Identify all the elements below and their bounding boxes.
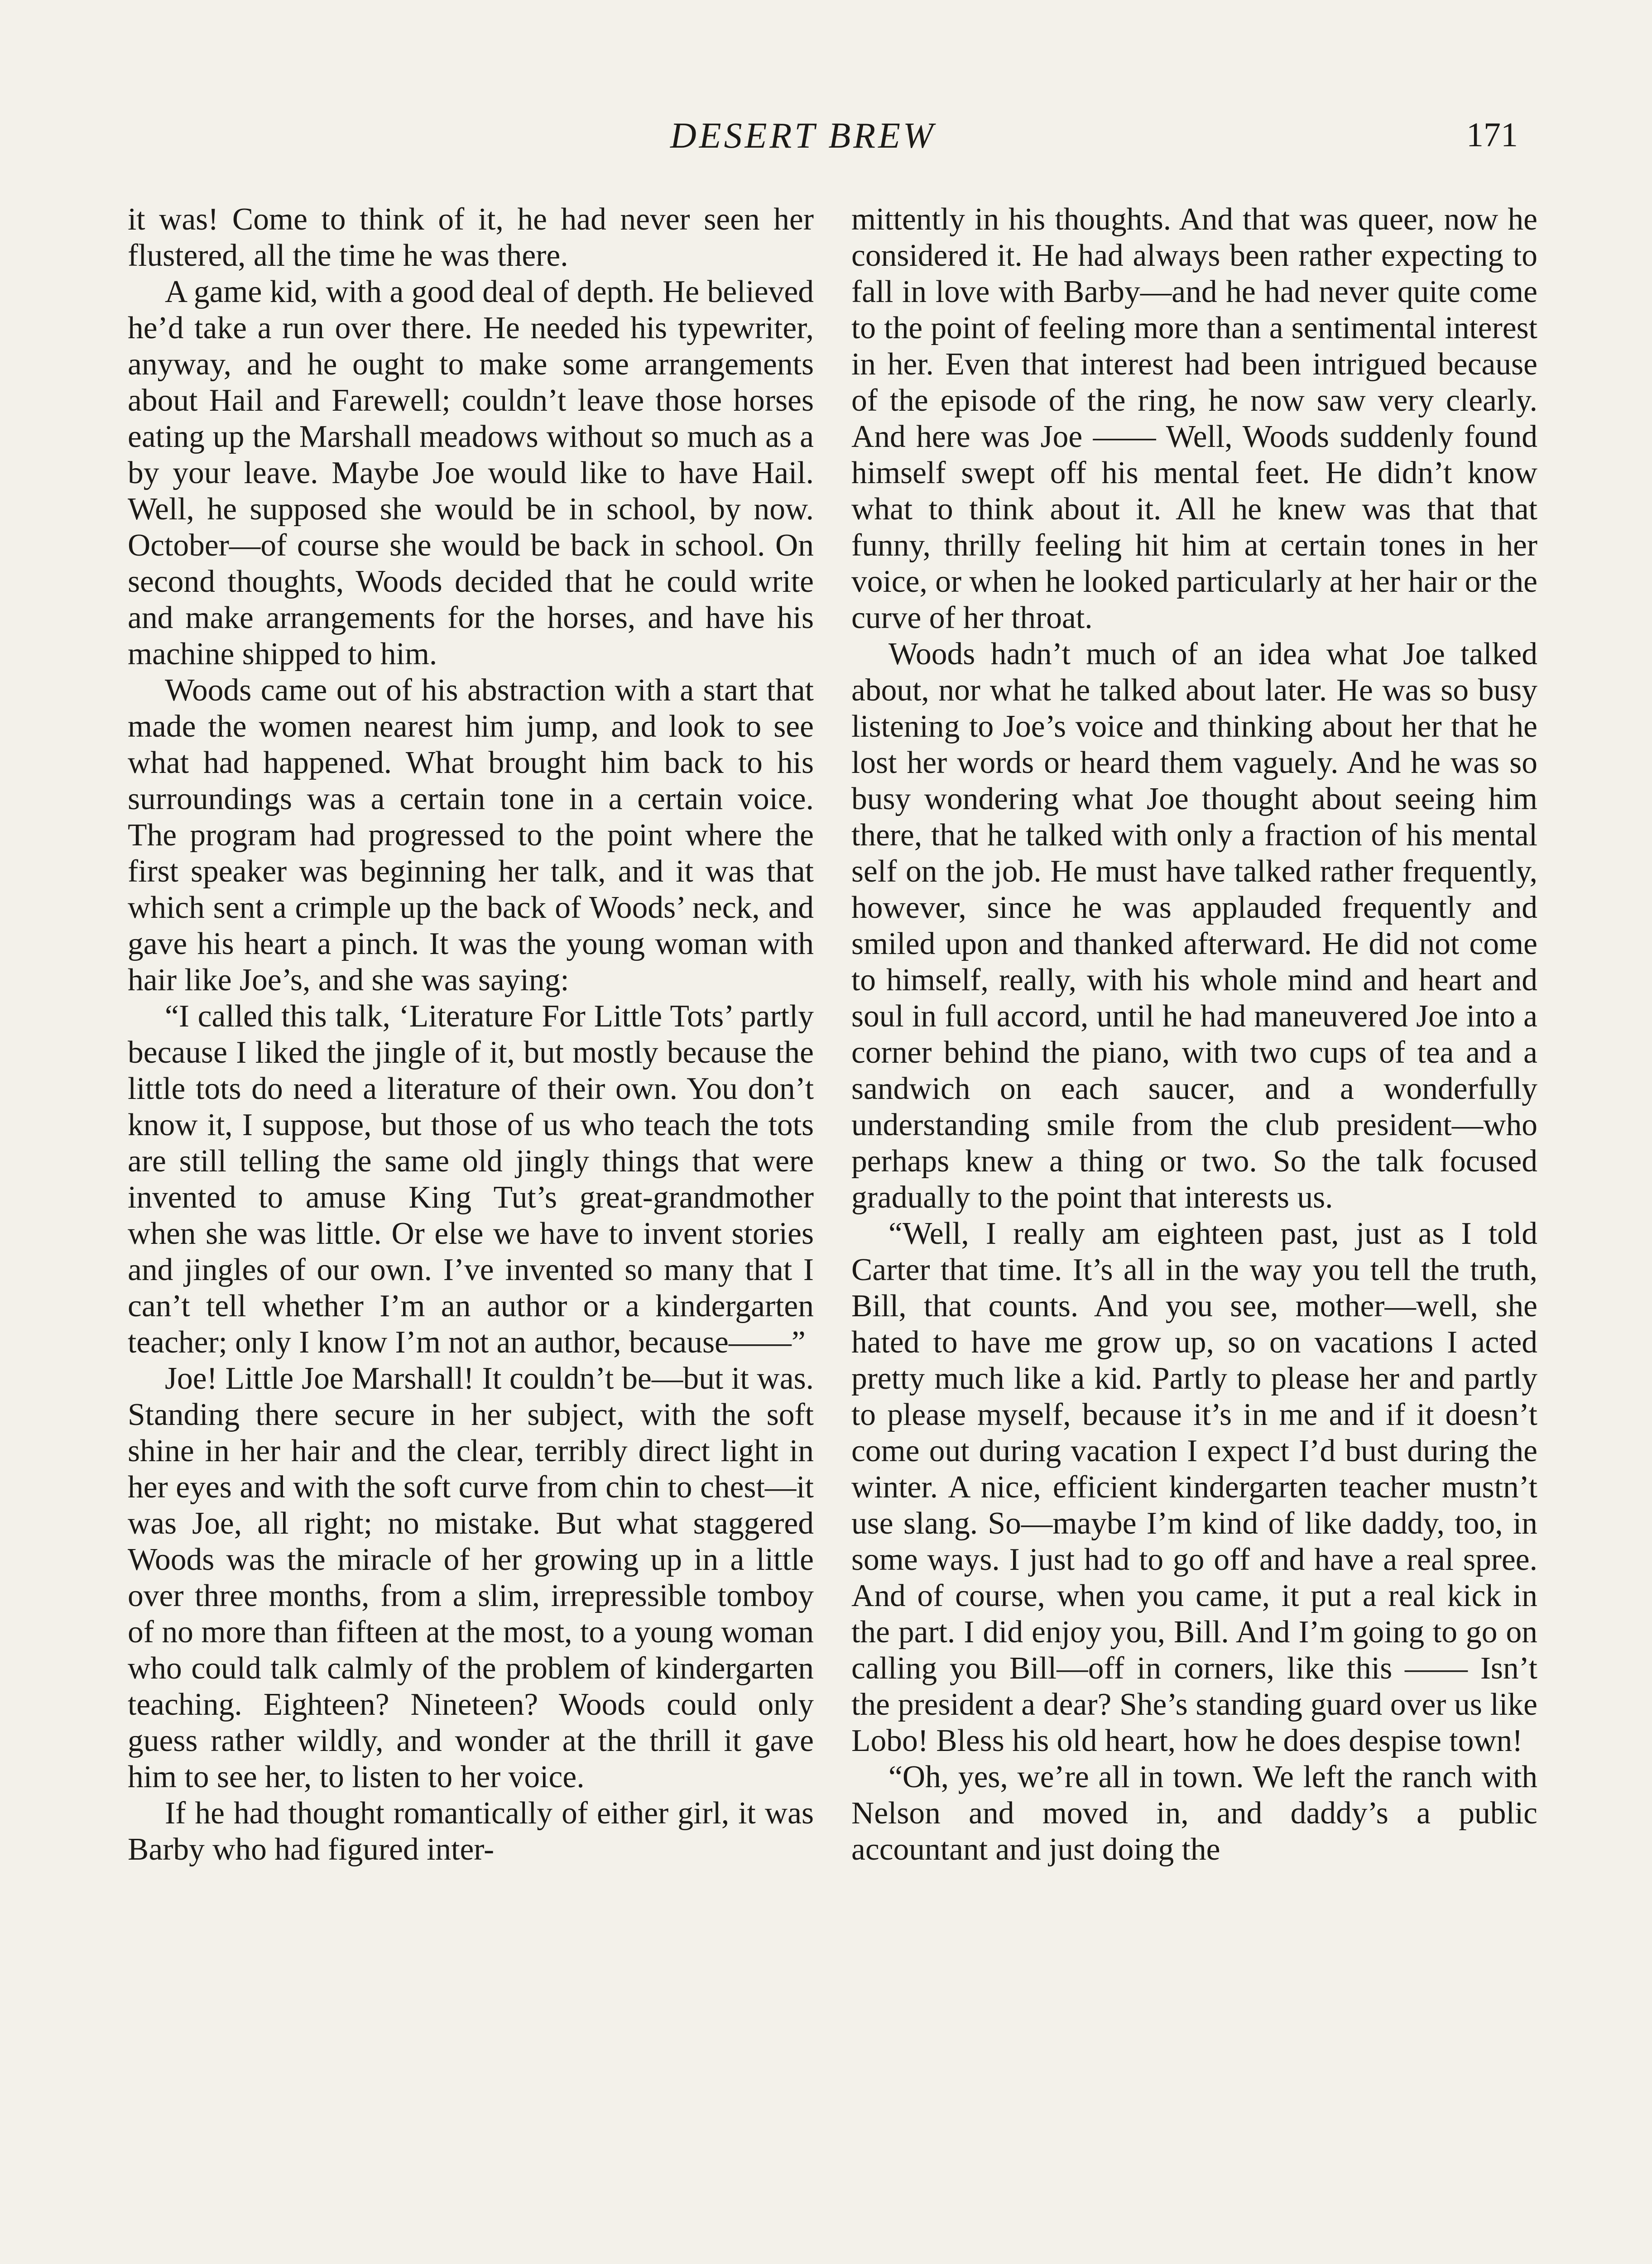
paragraph: Joe! Little Joe Marshall! It couldn’t be—but it was. Standing there secure in her subject, with the soft shine in her hair and the clear, terribly direct light in her eyes and with the soft curve from chin to chest—it was Joe, all right; no mistake. But what staggered Woods was the miracle of her growing up in a little over three months, from a slim, irrepressible tomboy of no more than fifteen at the most, to a young woman who could talk calmly of the problem of kindergarten teaching. Eighteen? Nineteen? Woods could only guess rather wildly, and wonder at the thrill it gave him to see her, to listen to her voice. [128, 1361, 814, 1794]
paragraph: it was! Come to think of it, he had never seen her flustered, all the time he was there. [128, 202, 814, 273]
right-column [851, 201, 1537, 1868]
paragraph: A game kid, with a good deal of depth. He believed he’d take a run over there. He needed his typewriter, anyway, and he ought to make some arrangements about Hail and Farewell; couldn’t leave those horses eating up the Marshall meadows without so much as a by your leave. Maybe Joe would like to have Hail. Well, he supposed she would be in school, by now. October—of course she would be back in school. On second thoughts, Woods decided that he could write and make arrangements for the horses, and have his machine shipped to him. [128, 274, 814, 672]
page-header [0, 115, 1652, 170]
paragraph: “Oh, yes, we’re all in town. We left the ranch with Nelson and moved in, and daddy’s a public accountant and just doing the [851, 1760, 1537, 1867]
paragraph: “Well, I really am eighteen past, just as I told Carter that time. It’s all in the way you tell the truth, Bill, that counts. And you see, mother—well, she hated to have me grow up, so on vacations I acted pretty much like a kid. Partly to please her and partly to please myself, because it’s in me and if it doesn’t come out during vacation I expect I’d bust during the winter. A nice, efficient kindergarten teacher mustn’t use slang. So—maybe I’m kind of like daddy, too, in some ways. I just had to go off and have a real spree. And of course, when you came, it put a real kick in the part. I did enjoy you, Bill. And I’m going to go on calling you Bill—off in corners, like this —— Isn’t the president a dear? She’s standing guard over us like Lobo! Bless his old heart, how he does despise town! [851, 1216, 1537, 1758]
paragraph: Woods came out of his abstraction with a start that made the women nearest him jump, and look to see what had happened. What brought him back to his surroundings was a certain tone in a certain voice. The program had progressed to the point where the first speaker was beginning her talk, and it was that which sent a crimple up the back of Woods’ neck, and gave his heart a pinch. It was the young woman with hair like Joe’s, and she was saying: [128, 673, 814, 998]
running-title: DESERT BREW [670, 116, 936, 156]
left-column [128, 201, 814, 1868]
paragraph: mittently in his thoughts. And that was queer, now he considered it. He had always been rather expecting to fall in love with Barby—and he had never quite come to the point of feeling more than a sentimental interest in her. Even that interest had been intrigued because of the episode of the ring, he now saw very clearly. And here was Joe —— Well, Woods suddenly found himself swept off his mental feet. He didn’t know what to think about it. All he knew was that that funny, thrilly feeling hit him at certain tones in her voice, or when he looked particularly at her hair or the curve of her throat. [851, 202, 1537, 635]
page-number: 171 [1466, 116, 1518, 154]
paragraph: Woods hadn’t much of an idea what Joe talked about, nor what he talked about later. He was so busy listening to Joe’s voice and thinking about her that he lost her words or heard them vaguely. And he was so busy wondering what Joe thought about seeing him there, that he talked with only a fraction of his mental self on the job. He must have talked rather frequently, however, since he was applauded frequently and smiled upon and thanked afterward. He did not come to himself, really, with his whole mind and heart and soul in full accord, until he had maneuvered Joe into a corner behind the piano, with two cups of tea and a sandwich on each saucer, and a wonderfully understanding smile from the club president—who perhaps knew a thing or two. So the talk focused gradually to the point that interests us. [851, 637, 1537, 1215]
paragraph: “I called this talk, ‘Literature For Little Tots’ partly because I liked the jingle of it, but mostly because the little tots do need a literature of their own. You don’t know it, I suppose, but those of us who teach the tots are still telling the same old jingly things that were invented to amuse King Tut’s great-grandmother when she was little. Or else we have to invent stories and jingles of our own. I’ve invented so many that I can’t tell whether I’m an author or a kindergarten teacher; only I know I’m not an author, because——” [128, 999, 814, 1360]
paragraph: If he had thought romantically of either girl, it was Barby who had figured inter- [128, 1796, 814, 1867]
